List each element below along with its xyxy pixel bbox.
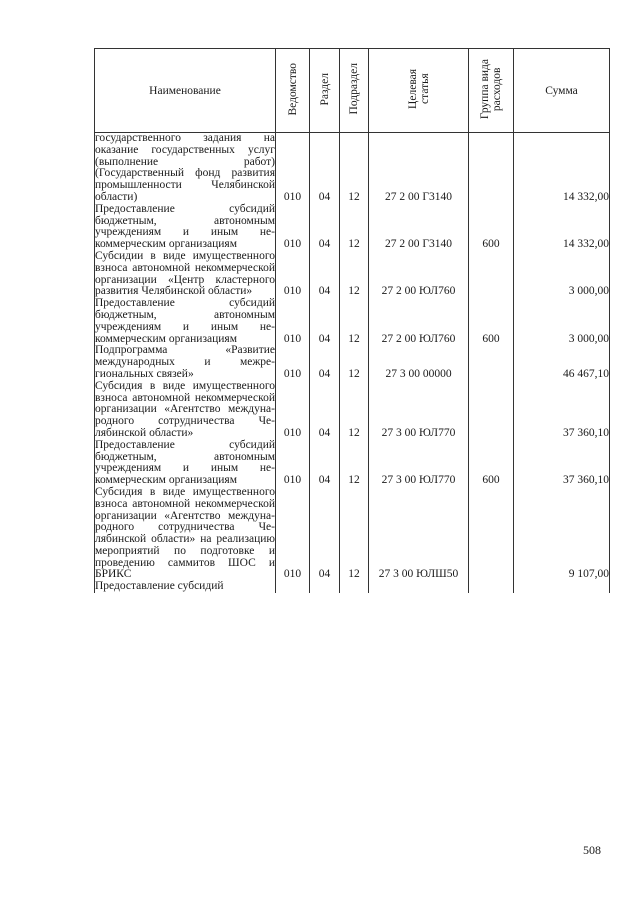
row-razdel — [310, 581, 340, 593]
row-vedomstvo: 010 — [276, 381, 310, 440]
row-razdel: 04 — [310, 345, 340, 380]
row-name: Субсидия в виде имущественного взноса автономной некоммерческой организации «Агентство международного сотрудничества Челябинской области» на реализацию мероприятий по подготовке и проведению саммитов ШОС и БРИКС — [95, 485, 275, 581]
page-number: 508 — [583, 843, 601, 857]
row-podrazdel: 12 — [340, 440, 369, 487]
table-row — [95, 440, 610, 487]
row-razdel: 04 — [310, 381, 340, 440]
table-row — [95, 133, 610, 204]
row-name: Предоставление субсидий — [95, 581, 276, 593]
row-podrazdel: 12 — [340, 345, 369, 380]
row-podrazdel: 12 — [340, 133, 369, 204]
row-gruppa — [469, 133, 514, 204]
row-vedomstvo: 010 — [276, 251, 310, 298]
row-tselevaya-statya — [369, 581, 469, 593]
row-name: Подпрограмма «Развитие международных и межрегиональных связей» — [95, 344, 275, 380]
row-vedomstvo: 010 — [276, 133, 310, 204]
row-tselevaya-statya: 27 3 00 ЮЛШ50 — [369, 487, 469, 581]
row-razdel: 04 — [310, 204, 340, 251]
row-podrazdel: 12 — [340, 204, 369, 251]
header-gruppa-vida-raskhodov: Группа вида расходов — [469, 49, 514, 133]
table-row — [95, 298, 610, 345]
header-podrazdel: Подраздел — [340, 49, 369, 133]
table-row — [95, 204, 610, 251]
row-tselevaya-statya: 27 3 00 ЮЛ770 — [369, 381, 469, 440]
row-tselevaya-statya: 27 2 00 ЮЛ760 — [369, 298, 469, 345]
header-vedomstvo: Ведомство — [276, 49, 310, 133]
row-tselevaya-statya: 27 2 00 Г3140 — [369, 204, 469, 251]
row-summa: 14 332,00 — [514, 133, 610, 204]
header-tselevaya-statya: Целевая статья — [369, 49, 469, 133]
row-podrazdel: 12 — [340, 251, 369, 298]
row-summa: 3 000,00 — [514, 298, 610, 345]
row-razdel: 04 — [310, 133, 340, 204]
row-razdel: 04 — [310, 487, 340, 581]
row-vedomstvo: 010 — [276, 440, 310, 487]
row-name: Предоставление субсидий бюджетным, автономным учреждениям и иным некоммерческим организациям — [95, 438, 275, 487]
row-tselevaya-statya: 27 3 00 ЮЛ770 — [369, 440, 469, 487]
row-gruppa: 600 — [469, 298, 514, 345]
table-row — [95, 581, 610, 593]
row-gruppa — [469, 381, 514, 440]
row-podrazdel: 12 — [340, 487, 369, 581]
row-vedomstvo: 010 — [276, 345, 310, 380]
table-row — [95, 487, 610, 581]
row-vedomstvo: 010 — [276, 487, 310, 581]
header-razdel: Раздел — [310, 49, 340, 133]
header-name: Наименование — [95, 49, 276, 133]
row-summa: 14 332,00 — [514, 204, 610, 251]
row-name: Предоставление субсидий бюджетным, автономным учреждениям и иным некоммерческим организациям — [95, 297, 275, 345]
row-name: Субсидия в виде имущественного взноса автономной некоммерческой организации «Агентство международного сотрудничества Челябинской области» — [95, 379, 275, 439]
header-summa: Сумма — [514, 49, 610, 133]
budget-table — [94, 48, 610, 593]
row-summa — [514, 581, 610, 593]
row-vedomstvo — [276, 581, 310, 593]
row-name: Субсидии в виде имущественного взноса автономной некоммерческой организации «Центр кластерного развития Челябинской области» — [95, 249, 275, 298]
row-gruppa: 600 — [469, 440, 514, 487]
row-vedomstvo: 010 — [276, 204, 310, 251]
row-gruppa — [469, 581, 514, 593]
table-row — [95, 381, 610, 440]
row-name: государственного задания на оказание государственных услуг (выполнение работ) (Государственный фонд развития промышленности Челябинской области) — [95, 132, 275, 203]
row-razdel: 04 — [310, 251, 340, 298]
row-razdel: 04 — [310, 440, 340, 487]
row-summa: 9 107,00 — [514, 487, 610, 581]
row-podrazdel — [340, 581, 369, 593]
row-summa: 37 360,10 — [514, 440, 610, 487]
row-name: Предоставление субсидий бюджетным, автономным учреждениям и иным некоммерческим организациям — [95, 202, 275, 251]
row-gruppa — [469, 345, 514, 380]
table-header-row — [95, 49, 610, 133]
row-summa: 37 360,10 — [514, 381, 610, 440]
row-vedomstvo: 010 — [276, 298, 310, 345]
row-gruppa — [469, 487, 514, 581]
row-tselevaya-statya: 27 2 00 Г3140 — [369, 133, 469, 204]
row-gruppa — [469, 251, 514, 298]
row-podrazdel: 12 — [340, 381, 369, 440]
row-tselevaya-statya: 27 2 00 ЮЛ760 — [369, 251, 469, 298]
row-summa: 3 000,00 — [514, 251, 610, 298]
row-summa: 46 467,10 — [514, 345, 610, 380]
row-gruppa: 600 — [469, 204, 514, 251]
row-podrazdel: 12 — [340, 298, 369, 345]
table-row — [95, 251, 610, 298]
row-tselevaya-statya: 27 3 00 00000 — [369, 345, 469, 380]
table-row — [95, 345, 610, 380]
row-razdel: 04 — [310, 298, 340, 345]
